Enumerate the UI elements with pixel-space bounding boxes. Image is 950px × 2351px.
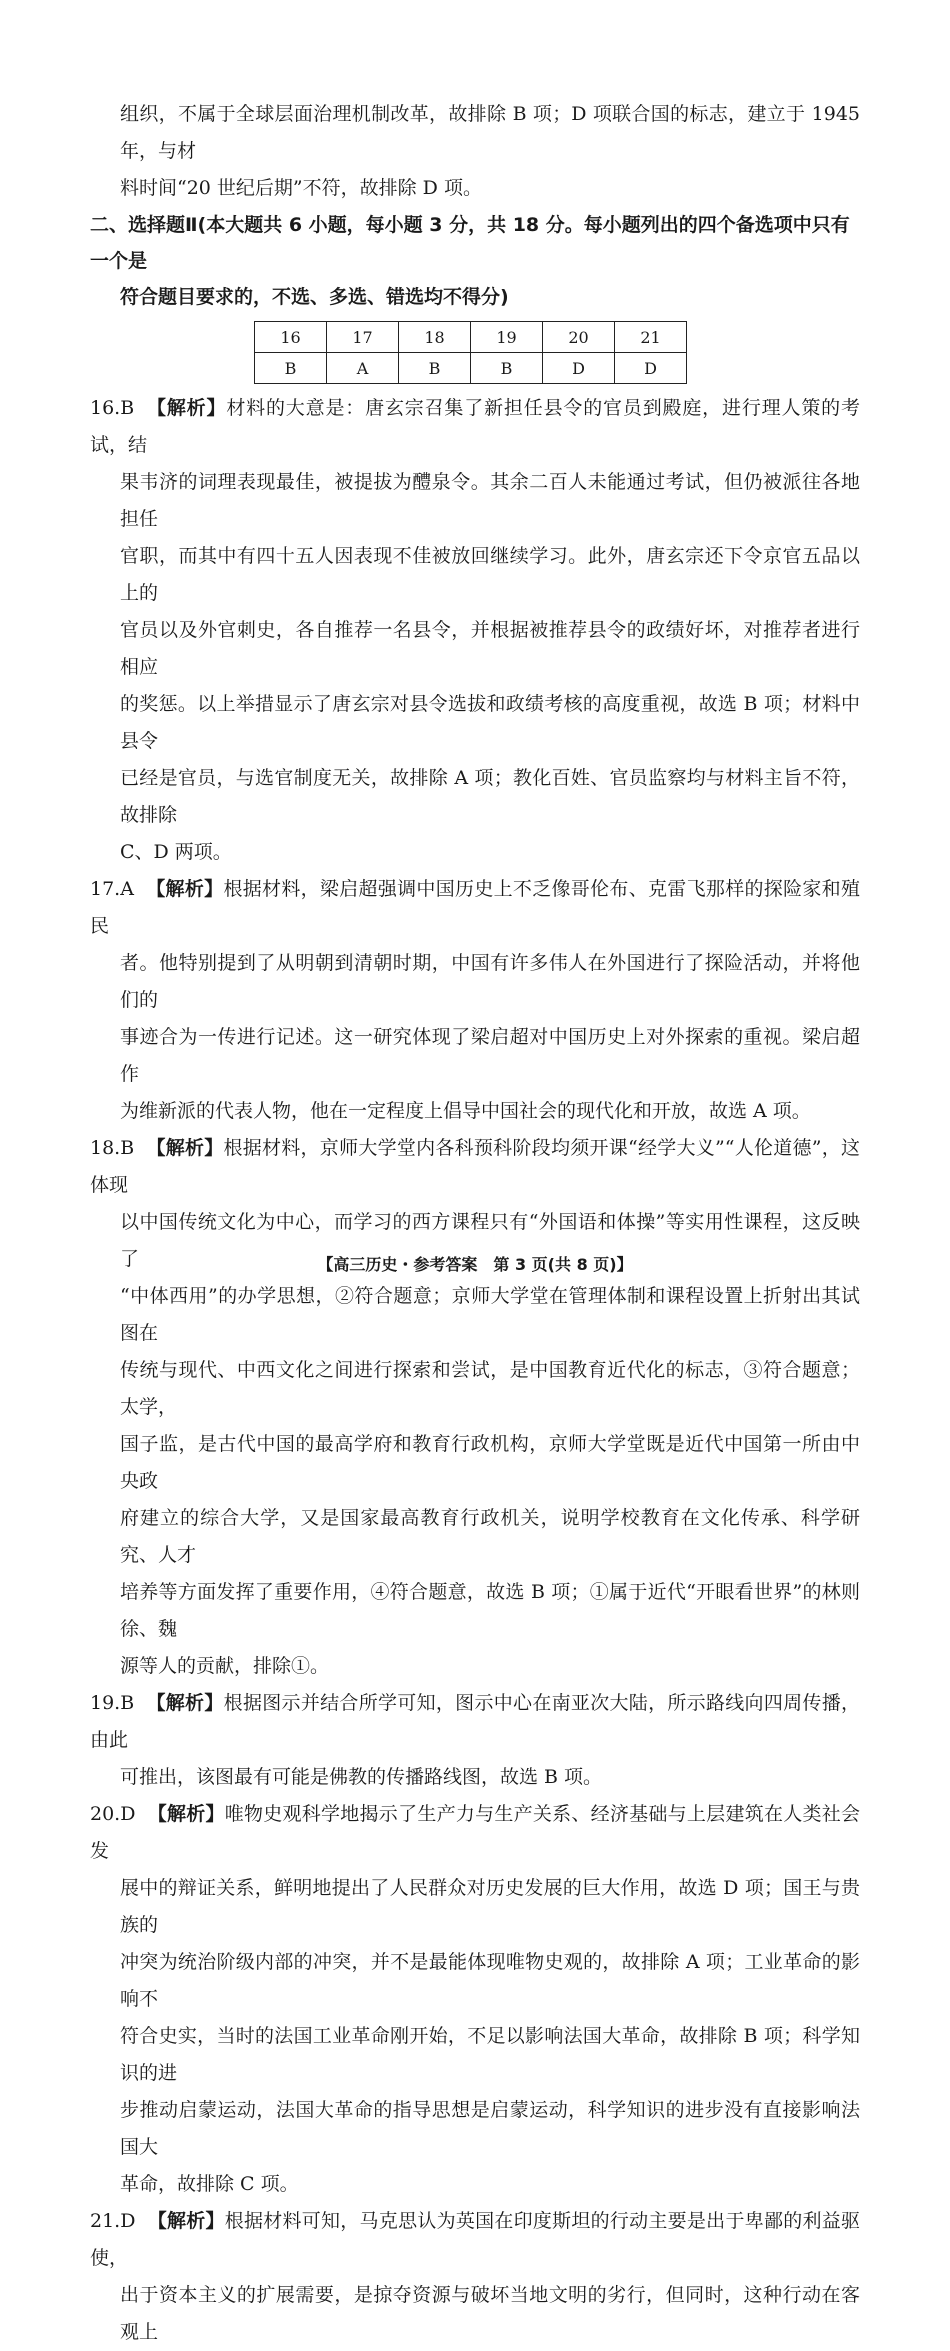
explanation-line: 官员以及外官刺史，各自推荐一名县令，并根据被推荐县令的政绩好坏，对推荐者进行相应 <box>120 619 860 678</box>
section-heading-line-1: 二、选择题Ⅱ(本大题共 6 小题，每小题 3 分，共 18 分。每小题列出的四个备选项中只有一个是 <box>90 214 850 272</box>
question-number-cell: 21 <box>615 322 687 353</box>
explanation-line: 的奖惩。以上举措显示了唐玄宗对县令选拔和政绩考核的高度重视，故选 B 项；材料中县令 <box>120 693 860 752</box>
section-heading-line-2: 符合题目要求的，不选、多选、错选均不得分) <box>120 286 509 308</box>
answer-cell: D <box>543 353 615 384</box>
explanation-line: 传统与现代、中西文化之间进行探索和尝试，是中国教育近代化的标志，③符合题意；太学， <box>120 1359 860 1418</box>
question-number-cell: 20 <box>543 322 615 353</box>
explanation-line: 可推出，该图最有可能是佛教的传播路线图，故选 B 项。 <box>120 1766 603 1788</box>
explanation-line: 展中的辩证关系，鲜明地提出了人民群众对历史发展的巨大作用，故选 D 项；国王与贵族的 <box>120 1877 860 1936</box>
explanation-line: 官职，而其中有四十五人因表现不佳被放回继续学习。此外，唐玄宗还下令京官五品以上的 <box>120 545 860 604</box>
question-number: 20.D <box>90 1803 136 1825</box>
explanation-text: 材料的大意是：唐玄宗召集了新担任县令的官员到殿庭，进行理人策的考试，结 <box>90 397 860 456</box>
analysis-tag: 【解析】 <box>147 2210 225 2232</box>
answer-cell: D <box>615 353 687 384</box>
explanation-first-line <box>90 2203 860 2277</box>
explanation-item <box>90 1685 860 1796</box>
explanation-line: 者。他特别提到了从明朝到清朝时期，中国有许多伟人在外国进行了探险活动，并将他们的 <box>120 952 860 1011</box>
intro-line-1: 组织，不属于全球层面治理机制改革，故排除 B 项；D 项联合国的标志，建立于 1945 年，与材 <box>120 103 860 162</box>
answer-cell: B <box>399 353 471 384</box>
explanation-text: 根据材料，京师大学堂内各科预科阶段均须开课“经学大义”“人伦道德”，这体现 <box>90 1137 860 1196</box>
answer-cell: B <box>255 353 327 384</box>
explanation-line: 源等人的贡献，排除①。 <box>120 1655 330 1677</box>
analysis-tag: 【解析】 <box>146 397 227 419</box>
explanation-line: 培养等方面发挥了重要作用，④符合题意，故选 B 项；①属于近代“开眼看世界”的林则徐、魏 <box>120 1581 860 1640</box>
explanation-line: “中体西用”的办学思想，②符合题意；京师大学堂在管理体制和课程设置上折射出其试图在 <box>120 1285 860 1344</box>
answer-cell: A <box>327 353 399 384</box>
explanation-text: 根据材料，梁启超强调中国历史上不乏像哥伦布、克雷飞那样的探险家和殖民 <box>90 878 860 937</box>
explanation-line: 以中国传统文化为中心，而学习的西方课程只有“外国语和体操”等实用性课程，这反映了 <box>120 1211 860 1270</box>
explanation-first-line <box>90 1685 860 1759</box>
explanation-line: 国子监，是古代中国的最高学府和教育行政机构，京师大学堂既是近代中国第一所由中央政 <box>120 1433 860 1492</box>
answer-cell: B <box>471 353 543 384</box>
explanation-first-line <box>90 1130 860 1204</box>
explanation-line: 符合史实，当时的法国工业革命刚开始，不足以影响法国大革命，故排除 B 项；科学知识的进 <box>120 2025 860 2084</box>
page-footer: 【高三历史・参考答案 第 3 页(共 8 页)】 <box>317 1255 633 1274</box>
explanation-line: 出于资本主义的扩展需要，是掠夺资源与破坏当地文明的劣行，但同时，这种行动在客观上 <box>120 2284 860 2343</box>
question-number: 18.B <box>90 1137 135 1159</box>
explanation-item <box>90 871 860 1130</box>
explanation-first-line <box>90 871 860 945</box>
explanation-line: 步推动启蒙运动，法国大革命的指导思想是启蒙运动，科学知识的进步没有直接影响法国大 <box>120 2099 860 2158</box>
explanation-line: 府建立的综合大学，又是国家最高教育行政机关，说明学校教育在文化传承、科学研究、人才 <box>120 1507 860 1566</box>
explanation-line: C、D 两项。 <box>120 841 232 863</box>
explanation-line: 为维新派的代表人物，他在一定程度上倡导中国社会的现代化和开放，故选 A 项。 <box>120 1100 811 1122</box>
explanation-line: 果韦济的词理表现最佳，被提拔为醴泉令。其余二百人未能通过考试，但仍被派往各地担任 <box>120 471 860 530</box>
explanation-item <box>90 2203 860 2351</box>
explanation-line: 已经是官员，与选官制度无关，故排除 A 项；教化百姓、官员监察均与材料主旨不符，故排除 <box>120 767 860 826</box>
question-number-cell: 16 <box>255 322 327 353</box>
question-number: 21.D <box>90 2210 136 2232</box>
answer-document <box>90 96 860 2351</box>
answer-table-answer-row <box>255 353 687 384</box>
explanation-line: 冲突为统治阶级内部的冲突，并不是最能体现唯物史观的，故排除 A 项；工业革命的影响不 <box>120 1951 860 2010</box>
explanation-text: 唯物史观科学地揭示了生产力与生产关系、经济基础与上层建筑在人类社会发 <box>90 1803 860 1862</box>
explanation-line: 事迹合为一传进行记述。这一研究体现了梁启超对中国历史上对外探索的重视。梁启超作 <box>120 1026 860 1085</box>
question-number-cell: 18 <box>399 322 471 353</box>
explanation-line: 革命，故排除 C 项。 <box>120 2173 299 2195</box>
intro-line-2: 料时间“20 世纪后期”不符，故排除 D 项。 <box>120 177 482 199</box>
question-number-cell: 17 <box>327 322 399 353</box>
analysis-tag: 【解析】 <box>145 878 224 900</box>
analysis-tag: 【解析】 <box>147 1803 225 1825</box>
question-number-cell: 19 <box>471 322 543 353</box>
section-heading <box>90 207 860 315</box>
intro-paragraph <box>90 96 860 207</box>
explanation-item <box>90 390 860 871</box>
answer-table <box>254 321 687 384</box>
explanation-item <box>90 1130 860 1685</box>
question-number: 19.B <box>90 1692 135 1714</box>
question-number: 17.A <box>90 878 134 900</box>
explanation-item <box>90 1796 860 2203</box>
analysis-tag: 【解析】 <box>146 1692 224 1714</box>
explanation-list <box>90 390 860 2351</box>
explanation-text: 根据图示并结合所学可知，图示中心在南亚次大陆，所示路线向四周传播，由此 <box>90 1692 860 1751</box>
analysis-tag: 【解析】 <box>146 1137 224 1159</box>
explanation-text: 根据材料可知，马克思认为英国在印度斯坦的行动主要是出于卑鄙的利益驱使， <box>90 2210 860 2269</box>
question-number: 16.B <box>90 397 135 419</box>
explanation-first-line <box>90 390 860 464</box>
answer-table-number-row <box>255 322 687 353</box>
explanation-first-line <box>90 1796 860 1870</box>
